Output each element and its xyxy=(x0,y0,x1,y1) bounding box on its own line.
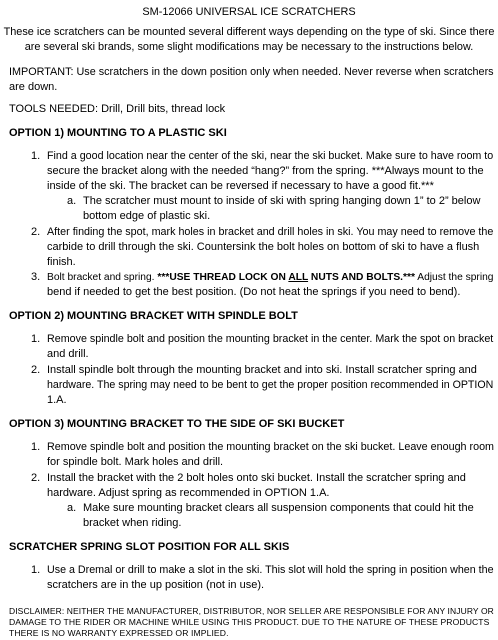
option1-step1-line-2: secure the bracket along with the needed “hang?” from the spring. ***Always mount to the xyxy=(47,165,484,177)
option3-step1-line-2: for spindle bolt. Mark holes and drill. xyxy=(47,456,224,468)
option3-step2-line-2: hardware. Adjust spring as recommended in OPTION 1.A. xyxy=(47,487,330,499)
important-line-1: IMPORTANT: Use scratchers in the down position only when needed. Never reverse when scratchers xyxy=(9,66,494,78)
option1-step2-line-3: finish. xyxy=(47,256,76,268)
slot-heading: SCRATCHER SPRING SLOT POSITION FOR ALL SKIS xyxy=(9,541,290,553)
option1-step1-number: 1. xyxy=(31,150,41,162)
option3-step2-number: 2. xyxy=(31,472,41,484)
option1-step3-text: Bolt bracket and spring. xyxy=(47,272,158,283)
disclaimer-line-1: DISCLAIMER: NEITHER THE MANUFACTURER, DISTRIBUTOR, NOR SELLER ARE RESPONSIBLE FOR ANY INJURY OR xyxy=(9,606,494,616)
option3-step1-line-1: Remove spindle bolt and position the mounting bracket on the ski bucket. Leave enough room xyxy=(47,441,495,453)
option2-step2-line-1: Install spindle bolt through the mounting bracket and into ski. Install scratcher spring and xyxy=(47,364,477,376)
option2-step1-number: 1. xyxy=(31,333,41,345)
slot-step1-number: 1. xyxy=(31,564,41,576)
option1-step3-line-2: bend if needed to get the best position. (Do not heat the springs if you need to bend). xyxy=(47,286,461,298)
option2-step1-line-2: and drill. xyxy=(47,348,89,360)
intro-line-1: These ice scratchers can be mounted several different ways depending on the type of ski. Since there xyxy=(3,26,495,38)
slot-step1-line-1: Use a Dremal or drill to make a slot in the ski. This slot will hold the spring in position when the xyxy=(47,564,494,576)
option1-step2-line-1: After finding the spot, mark holes in bracket and drill holes in ski. You may need to remove the xyxy=(47,226,494,238)
disclaimer-line-2: DAMAGE TO THE RIDER OR MACHINE WHILE USING THIS PRODUCT. DUE TO THE NATURE OF THESE PRODUCTS xyxy=(9,617,490,627)
disclaimer-line-3: THERE IS NO WARRANTY EXPRESSED OR IMPLIED. xyxy=(9,628,229,638)
option1-step1a-line-2: bottom edge of plastic ski. xyxy=(83,210,211,222)
option1-step1a-line-1: The scratcher must mount to inside of ski with spring hanging down 1” to 2” below xyxy=(83,195,481,207)
slot-step1-line-2: scratchers are in the up position (not in use). xyxy=(47,579,265,591)
option2-step2-number: 2. xyxy=(31,364,41,376)
option3-step1-number: 1. xyxy=(31,441,41,453)
document-title: SM-12066 UNIVERSAL ICE SCRATCHERS xyxy=(142,6,356,18)
option3-step2a-line-1: Make sure mounting bracket clears all suspension components that could hit the xyxy=(83,502,474,514)
option3-step2a-line-2: bracket when riding. xyxy=(83,517,182,529)
option2-heading: OPTION 2) MOUNTING BRACKET WITH SPINDLE BOLT xyxy=(9,310,298,322)
option1-step1a-letter: a. xyxy=(67,195,77,207)
option2-step1-line-1: Remove spindle bolt and position the mounting bracket in the center. Mark the spot on bracket xyxy=(47,333,494,345)
option1-step3-line-1 xyxy=(47,271,494,284)
option3-step2a-letter: a. xyxy=(67,502,77,514)
intro-line-2: are several ski brands, some slight modifications may be necessary to the instructions below. xyxy=(24,41,474,53)
all-emphasis: ALL xyxy=(288,272,309,283)
thread-lock-warning: ***USE THREAD LOCK ON ALL NUTS AND BOLTS.*** xyxy=(157,272,415,283)
option1-step1-line-1: Find a good location near the center of the ski, near the ski bucket. Make sure to have room to xyxy=(47,150,494,162)
option3-heading: OPTION 3) MOUNTING BRACKET TO THE SIDE OF SKI BUCKET xyxy=(9,418,345,430)
option1-step2-line-2: carbide to drill through the ski. Countersink the bolt holes on bottom of ski to have a flush xyxy=(47,241,480,253)
option2-step2-line-3: 1.A. xyxy=(47,394,67,406)
option1-step1-line-3: inside of the ski. The bracket can be reversed if necessary to have a good fit.*** xyxy=(47,180,434,192)
option1-step2-number: 2. xyxy=(31,226,41,238)
important-line-2: are down. xyxy=(9,81,58,93)
option3-step2-line-1: Install the bracket with the 2 bolt holes onto ski bucket. Install the scratcher spring and xyxy=(47,472,466,484)
option2-step2-line-2: hardware. The spring may need to be bent to get the proper position recommended in OPTION xyxy=(47,379,494,391)
option1-heading: OPTION 1) MOUNTING TO A PLASTIC SKI xyxy=(9,127,227,139)
option1-step3-number: 3. xyxy=(31,271,41,283)
tools-needed: TOOLS NEEDED: Drill, Drill bits, thread lock xyxy=(9,103,226,115)
option1-step3-text-end: Adjust the spring xyxy=(414,272,494,283)
